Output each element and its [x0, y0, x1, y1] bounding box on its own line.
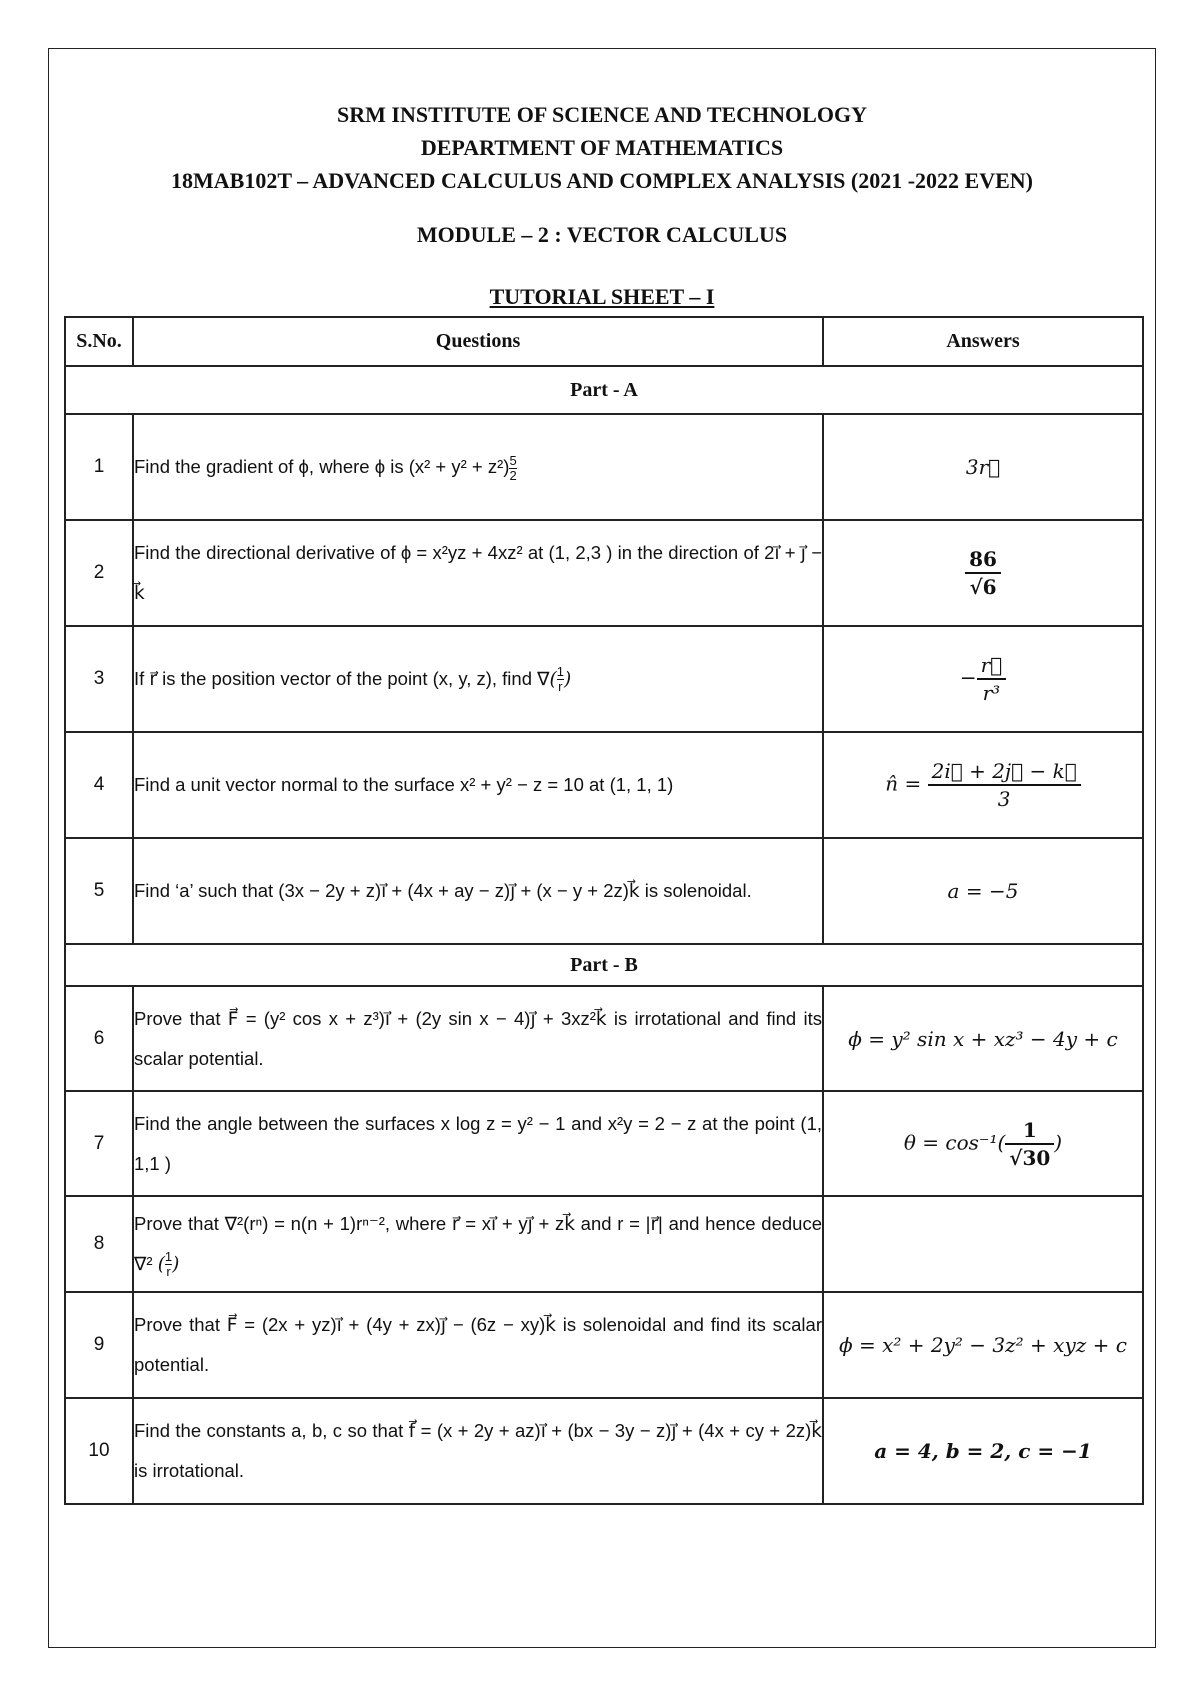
- question-text: Find the gradient of ϕ, where ϕ is (x² + y² + z²) $\frac{5}{2}$: [133, 414, 823, 520]
- row-number: 3: [65, 626, 133, 732]
- row-number: 6: [65, 986, 133, 1091]
- table-row: [65, 1196, 1143, 1292]
- answer-fraction: $\frac{86}{√6}$: [965, 546, 1001, 600]
- table-row: [65, 520, 1143, 626]
- module-title: MODULE – 2 : VECTOR CALCULUS: [416, 222, 788, 247]
- exponent-fraction: $\frac{5}{2}$: [509, 452, 517, 483]
- question-text: Find the constants a, b, c so that f⃗ = (x + 2y + az)i⃗ + (bx − 3y − z)j⃗ + (4x + cy + 2z)k⃗ is irrotational.: [133, 1398, 823, 1504]
- answer-fraction: $\frac{2i⃗ + 2j⃗ - k⃗}{3}$: [928, 758, 1081, 812]
- col-questions-header: Questions: [133, 317, 823, 366]
- answer-cell: n̂ = $\frac{2i⃗ + 2j⃗ - k⃗}{3}$: [823, 732, 1143, 838]
- fraction: $\frac{1}{r}$: [164, 1249, 173, 1280]
- part-b-label: Part - B: [65, 944, 1143, 986]
- department-name: DEPARTMENT OF MATHEMATICS: [420, 135, 784, 160]
- answer-text: a = 4, b = 2, c = −1: [823, 1398, 1143, 1504]
- col-answers-header: Answers: [823, 317, 1143, 366]
- answer-text: 3r⃗: [823, 414, 1143, 520]
- question-text: Find the directional derivative of ϕ = x²yz + 4xz² at (1, 2,3 ) in the direction of 2i⃗ + j⃗ − k⃗: [133, 520, 823, 626]
- row-number: 8: [65, 1196, 133, 1292]
- table-row: [65, 414, 1143, 520]
- row-number: 5: [65, 838, 133, 944]
- row-number: 4: [65, 732, 133, 838]
- row-number: 7: [65, 1091, 133, 1196]
- table-row: [65, 838, 1143, 944]
- row-number: 2: [65, 520, 133, 626]
- answer-text: ϕ = x² + 2y² − 3z² + xyz + c: [823, 1292, 1143, 1398]
- course-title: 18MAB102T – ADVANCED CALCULUS AND COMPLEX ANALYSIS (2021 -2022 EVEN): [171, 168, 1033, 193]
- table-row: [65, 1091, 1143, 1196]
- answer-cell: θ = cos⁻¹( $\frac{1}{√30}$ ): [823, 1091, 1143, 1196]
- question-text: If r⃗ is the position vector of the point (x, y, z), find ∇( $\frac{1}{r}$ ): [133, 626, 823, 732]
- table-row: [65, 626, 1143, 732]
- answer-fraction: $\frac{1}{√30}$: [1005, 1117, 1054, 1171]
- question-text: Prove that F⃗ = (2x + yz)i⃗ + (4y + zx)j⃗ − (6z − xy)k⃗ is solenoidal and find its scalar potential.: [133, 1292, 823, 1398]
- row-number: 1: [65, 414, 133, 520]
- fraction: $\frac{1}{r}$: [556, 664, 564, 695]
- part-a-label: Part - A: [65, 366, 1143, 414]
- question-text: Find the angle between the surfaces x log z = y² − 1 and x²y = 2 − z at the point (1, 1,1 ): [133, 1091, 823, 1196]
- table-row: [65, 1398, 1143, 1504]
- answer-text: [823, 1196, 1143, 1292]
- answer-cell: − $\frac{r⃗}{\text{r³}}$: [823, 626, 1143, 732]
- answer-text: a = −5: [823, 838, 1143, 944]
- document-header: [48, 98, 1156, 197]
- row-number: 9: [65, 1292, 133, 1398]
- question-text: Find ‘a’ such that (3x − 2y + z)i⃗ + (4x + ay − z)j⃗ + (x − y + 2z)k⃗ is solenoidal.: [133, 838, 823, 944]
- tutorial-sheet-title: TUTORIAL SHEET – I: [489, 284, 715, 309]
- table-row: [65, 986, 1143, 1091]
- answer-fraction: $\frac{r⃗}{\text{r³}}$: [977, 652, 1007, 706]
- table-header-row: [65, 317, 1143, 366]
- section-row-part-a: [65, 366, 1143, 414]
- question-text: Find a unit vector normal to the surface x² + y² − z = 10 at (1, 1, 1): [133, 732, 823, 838]
- question-text: Prove that F⃗ = (y² cos x + z³)i⃗ + (2y sin x − 4)j⃗ + 3xz²k⃗ is irrotational and find its scalar potential.: [133, 986, 823, 1091]
- answer-cell: [823, 520, 1143, 626]
- row-number: 10: [65, 1398, 133, 1504]
- question-text: Prove that ∇²(rⁿ) = n(n + 1)rⁿ⁻², where r⃗ = xi⃗ + yj⃗ + zk⃗ and r = |r⃗| and hence deduce ∇² ( $\frac{1}{r}$ ): [133, 1196, 823, 1292]
- table-row: [65, 732, 1143, 838]
- answer-text: ϕ = y² sin x + xz³ − 4y + c: [823, 986, 1143, 1091]
- institute-name: SRM INSTITUTE OF SCIENCE AND TECHNOLOGY: [337, 102, 867, 127]
- col-sno-header: S.No.: [65, 317, 133, 366]
- section-row-part-b: [65, 944, 1143, 986]
- table-row: [65, 1292, 1143, 1398]
- tutorial-table: [64, 316, 1144, 1505]
